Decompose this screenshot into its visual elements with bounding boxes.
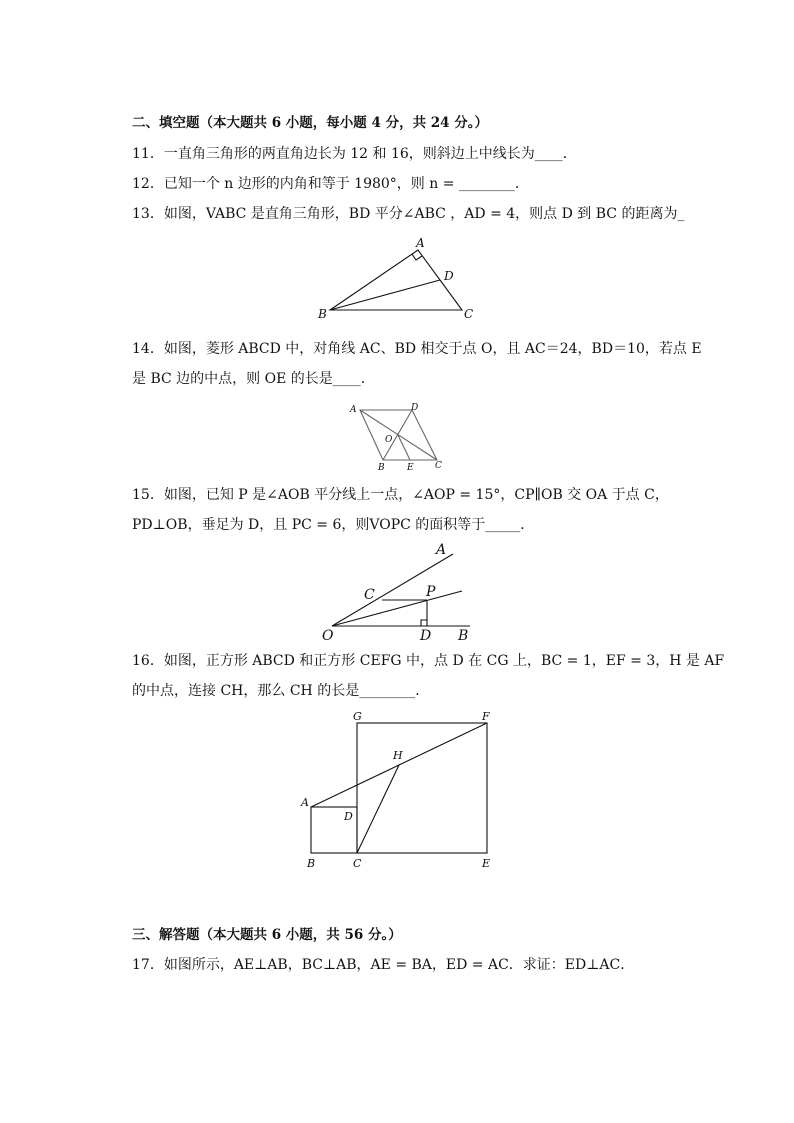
label-d: D xyxy=(344,810,353,823)
figure-q16 xyxy=(298,706,502,876)
label-d: D xyxy=(444,269,454,283)
figure-q14 xyxy=(345,400,450,472)
label-f: F xyxy=(482,710,490,723)
label-c: C xyxy=(353,857,362,870)
bisector-bd xyxy=(330,280,440,310)
question-14-line-2: 是 BC 边的中点，则 OE 的长是____． xyxy=(132,371,375,387)
label-a: A xyxy=(436,542,447,558)
section-3-title: 三、解答题（本大题共 6 小题，共 56 分。） xyxy=(132,927,402,943)
label-d: D xyxy=(411,403,419,413)
question-14-line-1: 14．如图，菱形 ABCD 中，对角线 AC、BD 相交于点 O，且 AC＝24，BD＝10，若点 E xyxy=(132,341,702,357)
figure-q15 xyxy=(318,542,480,644)
label-o: O xyxy=(385,435,393,445)
label-c: C xyxy=(464,307,474,321)
label-b: B xyxy=(458,628,469,644)
label-b: B xyxy=(378,463,385,473)
section-2-title: 二、填空题（本大题共 6 小题，每小题 4 分，共 24 分。） xyxy=(132,115,489,131)
label-o: O xyxy=(322,628,334,644)
label-a: A xyxy=(301,796,309,809)
question-11: 11．一直角三角形的两直角边长为 12 和 16，则斜边上中线长为____． xyxy=(132,146,577,162)
question-15-line-1: 15．如图，已知 P 是∠AOB 平分线上一点，∠AOP = 15°，CP∥OB 交 OA 于点 C， xyxy=(132,487,669,503)
question-17: 17．如图所示，AE⊥AB，BC⊥AB，AE = BA，ED = AC．求证：ED⊥AC． xyxy=(132,957,635,973)
label-h: H xyxy=(393,749,403,762)
ray-op xyxy=(332,591,462,626)
question-16-line-2: 的中点，连接 CH，那么 CH 的长是________． xyxy=(132,683,430,699)
label-g: G xyxy=(353,710,362,723)
figure-q13 xyxy=(310,232,490,327)
label-p: P xyxy=(426,584,436,600)
segment-ch xyxy=(357,765,399,853)
square-cefg xyxy=(357,723,487,853)
label-b: B xyxy=(318,307,327,321)
right-angle-mark xyxy=(421,620,427,626)
label-c: C xyxy=(435,461,442,471)
right-angle-mark xyxy=(412,254,422,260)
label-c: C xyxy=(364,587,375,603)
triangle-abc xyxy=(330,250,462,310)
label-b: B xyxy=(307,857,316,870)
question-16-line-1: 16．如图，正方形 ABCD 和正方形 CEFG 中，点 D 在 CG 上，BC = 1，EF = 3，H 是 AF xyxy=(132,653,725,669)
question-12: 12．已知一个 n 边形的内角和等于 1980°，则 n = ________． xyxy=(132,176,529,192)
question-15-line-2: PD⊥OB，垂足为 D，且 PC = 6，则VOPC 的面积等于_____． xyxy=(132,517,535,533)
label-a: A xyxy=(350,405,357,415)
label-e: E xyxy=(407,463,414,473)
label-d: D xyxy=(420,628,432,644)
label-e: E xyxy=(482,857,491,870)
question-13: 13．如图，VABC 是直角三角形，BD 平分∠ABC ，AD = 4，则点 D 到 BC 的距离为_ xyxy=(132,206,685,222)
label-a: A xyxy=(416,236,425,250)
